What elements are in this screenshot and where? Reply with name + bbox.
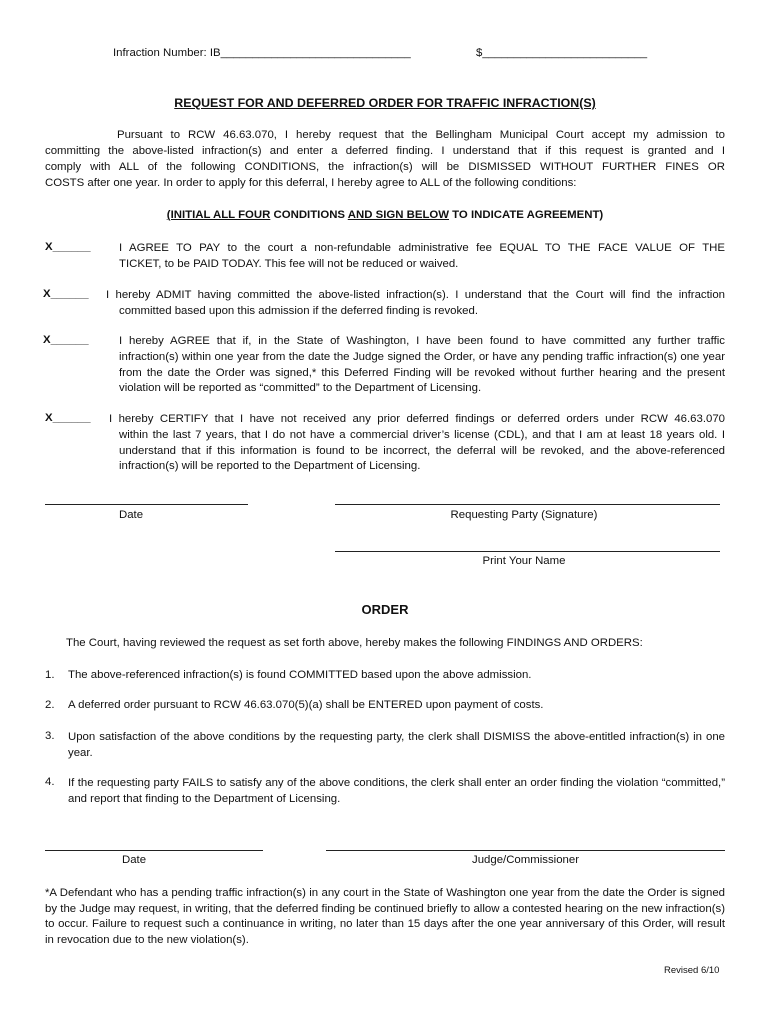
intro-line-1: Pursuant to RCW 46.63.070, I hereby request that the Bellingham Municipal Court accept my admission to <box>117 129 725 141</box>
intro-line-3: comply with ALL of the following CONDITIONS, the infraction(s) will be DISMISSED WITHOUT FURTHER FINES OR <box>45 161 725 173</box>
order-item-2-text: A deferred order pursuant to RCW 46.63.070(5)(a) shall be ENTERED upon payment of costs. <box>68 699 544 711</box>
order-date-label: Date <box>122 854 147 866</box>
intro-line-2: committing the above-listed infraction(s) and enter a deferred finding. I understand that if this request is granted and I <box>45 145 725 157</box>
order-date-line[interactable] <box>45 850 263 851</box>
condition-2-rest: committed based upon this admission if the deferred finding is revoked. <box>119 305 478 317</box>
revision-note: Revised 6/10 <box>664 965 720 976</box>
condition-4-line-1: I hereby CERTIFY that I have not received any prior deferred findings or deferred orders under RCW 46.63.070 <box>109 413 725 425</box>
condition-3-rest: infraction(s) within one year from the date the Judge signed the Order, or have any pending traffic infraction(s) one year from the date the Order was signed,* this Deferred Finding will be revoked without further hearing and the present violation will be reported as “committed” to the Department of Licensing. <box>119 351 725 395</box>
order-heading: ORDER <box>361 602 409 617</box>
order-item-2-number: 2. <box>45 699 55 711</box>
infraction-number-field[interactable]: Infraction Number: IB______________________________ <box>113 47 411 59</box>
condition-2-line-1: I hereby ADMIT having committed the above-listed infraction(s). I understand that the Court will find the infraction <box>106 289 725 301</box>
condition-4-initial-field[interactable]: X______ <box>45 412 91 424</box>
instruction-initial-all-four: (INITIAL ALL FOUR <box>166 209 271 221</box>
instruction-to-indicate: TO INDICATE AGREEMENT) <box>449 209 604 221</box>
order-item-3-text: Upon satisfaction of the above conditions by the requesting party, the clerk shall DISMISS the above-entitled infraction(s) in one year. <box>68 731 725 759</box>
requesting-party-signature-line[interactable] <box>335 504 720 505</box>
condition-1-rest: TICKET, to be PAID TODAY. This fee will not be reduced or waived. <box>119 258 459 270</box>
print-name-line[interactable] <box>335 551 720 552</box>
order-item-3-number: 3. <box>45 730 55 742</box>
condition-1-line-1: I AGREE TO PAY to the court a non-refundable administrative fee EQUAL TO THE FACE VALUE OF THE <box>119 242 725 254</box>
judge-commissioner-label: Judge/Commissioner <box>472 854 579 866</box>
condition-2-initial-field[interactable]: X______ <box>43 288 89 300</box>
instruction-and-sign-below: AND SIGN BELOW <box>347 209 450 221</box>
requesting-party-signature-label: Requesting Party (Signature) <box>450 509 598 521</box>
order-item-1-number: 1. <box>45 669 55 681</box>
order-item-1-text: The above-referenced infraction(s) is found COMMITTED based upon the above admission. <box>68 669 532 681</box>
order-item-4-text: If the requesting party FAILS to satisfy any of the above conditions, the clerk shall enter an order finding the violation “committed,” and report that finding to the Department of Licensing. <box>68 777 725 805</box>
condition-1-initial-field[interactable]: X______ <box>45 241 91 253</box>
judge-signature-line[interactable] <box>326 850 725 851</box>
condition-4-rest: within the last 7 years, that I do not have a commercial driver’s license (CDL), and that I am at least 18 years old. I understand that if this information is found to be incorrect, the deferral will be revoked, and the above-referenced infraction(s) will be reported to the Department of Licensing. <box>119 429 725 473</box>
condition-3-initial-field[interactable]: X______ <box>43 334 89 346</box>
order-intro: The Court, having reviewed the request as set forth above, hereby makes the following FINDINGS AND ORDERS: <box>66 637 643 649</box>
footnote: *A Defendant who has a pending traffic infraction(s) in any court in the State of Washington one year from the date the Order is signed by the Judge may request, in writing, that the deferred finding be continued briefly to allow a contested hearing on the new infraction(s) to occur. Failure to request such a continuance in writing, no later than 15 days after the one year anniversary of this Order, will result in revocation due to the new violation(s). <box>45 887 725 946</box>
amount-field[interactable]: $__________________________ <box>476 47 648 59</box>
date-label: Date <box>119 509 144 521</box>
agreement-instruction <box>0 209 770 221</box>
date-signature-line[interactable] <box>45 504 248 505</box>
form-title: REQUEST FOR AND DEFERRED ORDER FOR TRAFFIC INFRACTION(S) <box>174 96 596 110</box>
order-item-4-number: 4. <box>45 776 55 788</box>
intro-line-4: COSTS after one year. In order to apply for this deferral, I hereby agree to ALL of the following conditions: <box>45 177 577 189</box>
print-name-label: Print Your Name <box>482 555 566 567</box>
instruction-conditions: CONDITIONS <box>270 209 348 221</box>
condition-3-line-1: I hereby AGREE that if, in the State of Washington, I have been found to have committed any further traffic <box>119 335 725 347</box>
